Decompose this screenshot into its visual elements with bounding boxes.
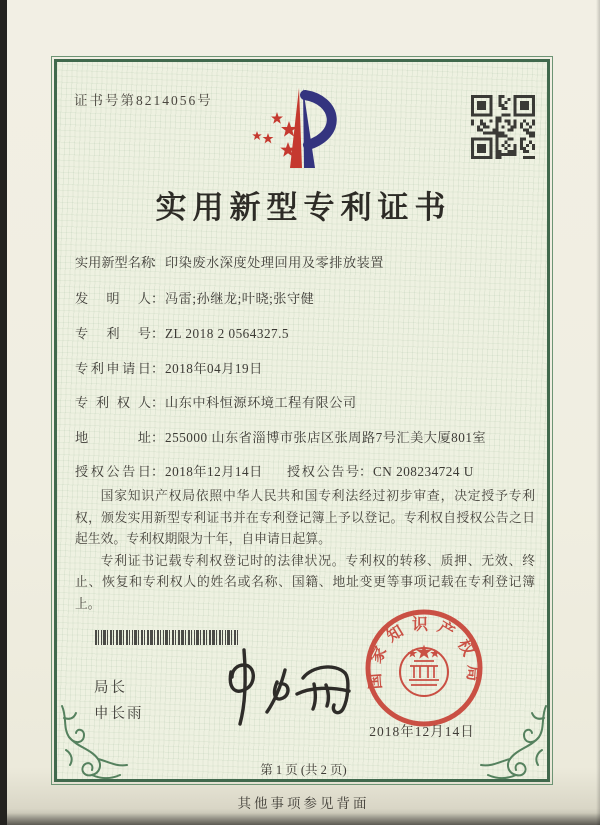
certificate-title: 实用新型专利证书 — [155, 190, 452, 225]
seal-date: 2018年12月14日 — [369, 724, 475, 739]
field-value: 2018年04月19日 — [165, 361, 263, 376]
field-label: 专利申请日 — [75, 361, 151, 376]
legal-paragraph-2: 专利证书记载专利权登记时的法律状况。专利权的转移、质押、无效、终止、恢复和专利权人的姓名或名称、国籍、地址变更等事项记载在专利登记簿上。 — [75, 553, 535, 611]
commissioner-title: 局长 — [94, 680, 127, 696]
qr-code-icon — [471, 94, 535, 160]
field-label: 授权公告日 — [75, 464, 151, 479]
seal-emblem-stars — [409, 646, 438, 658]
back-side-note: 其他事项参见背面 — [237, 796, 370, 811]
field-value: ZL 2018 2 0564327.5 — [165, 326, 290, 341]
field-row-filing-date — [75, 358, 263, 377]
commissioner-signature-icon — [215, 642, 365, 730]
field-label: 专利号 — [75, 326, 151, 341]
label-colon: ： — [151, 255, 165, 270]
field-row-address — [75, 427, 486, 446]
field-row-name — [75, 252, 384, 271]
scan-shadow — [7, 813, 600, 825]
certificate-page — [7, 0, 600, 825]
field-value: 印染废水深度处理回用及零排放装置 — [165, 255, 384, 270]
grant-number-pair — [287, 461, 474, 480]
seal-emblem-gate — [409, 661, 439, 685]
label-colon: ： — [151, 430, 165, 445]
field-value: 255000 山东省淄博市张店区张周路7号汇美大厦801室 — [165, 430, 487, 445]
legal-paragraph-1: 国家知识产权局依照中华人民共和国专利法经过初步审查，决定授予专利权，颁发实用新型专利证书并在专利登记簿上予以登记。专利权自授权公告之日起生效。专利权期限为十年，自申请日起算。 — [75, 489, 535, 546]
red-official-seal-icon — [362, 606, 486, 730]
field-label: 发明人 — [75, 291, 151, 306]
legal-text — [75, 486, 535, 615]
commissioner-name: 申长雨 — [94, 706, 144, 722]
cnipa-logo-icon — [243, 84, 355, 172]
page-number: 第 1 页 (共 2 页) — [260, 763, 347, 777]
seal-ring-text: 国家知识产权局 — [366, 616, 482, 690]
certificate-number: 证书号第8214056号 — [74, 93, 213, 108]
label-colon: ： — [359, 464, 373, 479]
field-label: 授权公告号 — [287, 464, 359, 479]
label-colon: ： — [151, 395, 165, 410]
field-label: 实用新型名称 — [75, 255, 155, 270]
field-value: 山东中科恒源环境工程有限公司 — [165, 395, 357, 410]
label-colon: ： — [151, 326, 165, 341]
field-row-grant — [75, 461, 474, 480]
label-colon: ： — [151, 464, 165, 479]
field-row-patentee — [75, 392, 357, 411]
label-colon: ： — [151, 291, 165, 306]
label-colon: ： — [151, 361, 165, 376]
field-value: 冯雷;孙继龙;叶晓;张守健 — [165, 291, 315, 306]
field-label: 专利权人 — [75, 395, 151, 410]
field-value: CN 208234724 U — [373, 464, 474, 479]
field-label: 地址 — [75, 430, 151, 445]
field-value: 2018年12月14日 — [165, 464, 263, 479]
field-row-inventors — [75, 288, 314, 307]
field-row-patent-number — [75, 323, 289, 342]
